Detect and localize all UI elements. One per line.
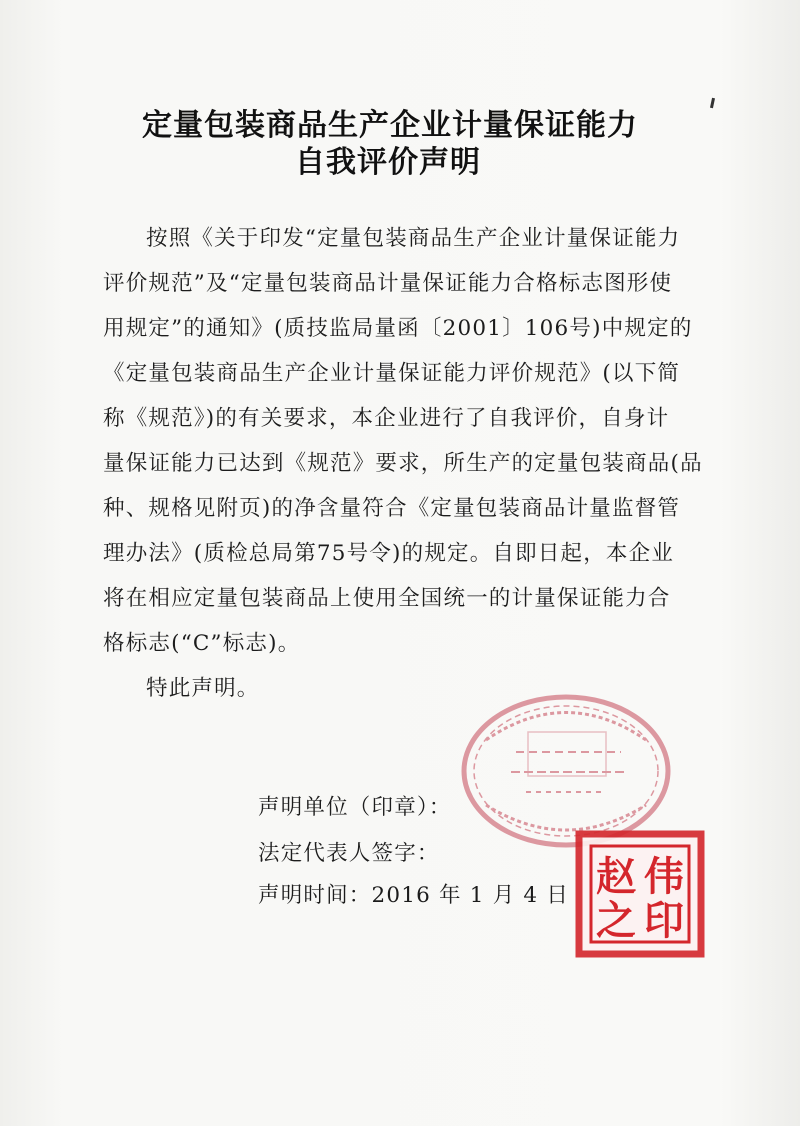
- document-title-line1: 定量包装商品生产企业计量保证能力: [142, 108, 638, 143]
- company-seal: [456, 690, 676, 852]
- declaring-unit-label: 声明单位（印章）：: [258, 795, 452, 820]
- body-line: 用规定”的通知》(质技监局量函〔2001〕106号)中规定的: [103, 316, 693, 341]
- svg-text:之: 之: [596, 898, 636, 944]
- body-line: 评价规范”及“定量包装商品计量保证能力合格标志图形使: [103, 271, 673, 296]
- declaration-date: 声明时间：2016 年 1 月 4 日: [258, 883, 570, 908]
- body-line: 称《规范》)的有关要求，本企业进行了自我评价，自身计: [103, 406, 670, 431]
- legal-representative-label: 法定代表人签字：: [258, 841, 440, 866]
- personal-seal-icon: [575, 830, 705, 958]
- document-title-line2: 自我评价声明: [295, 145, 481, 180]
- svg-text:赵: 赵: [596, 854, 636, 900]
- svg-text:印: 印: [644, 898, 684, 944]
- body-line: 按照《关于印发“定量包装商品生产企业计量保证能力: [146, 226, 681, 251]
- body-line: 理办法》(质检总局第75号令)的规定。自即日起，本企业: [103, 541, 675, 566]
- body-line: 《定量包装商品生产企业计量保证能力评价规范》(以下简: [103, 361, 681, 386]
- svg-text:伟: 伟: [644, 854, 684, 900]
- body-line: 种、规格见附页)的净含量符合《定量包装商品计量监督管: [103, 496, 681, 521]
- body-line: 将在相应定量包装商品上使用全国统一的计量保证能力合: [103, 586, 671, 611]
- body-line: 格标志(“C”标志)。: [103, 631, 301, 656]
- body-line: 量保证能力已达到《规范》要求，所生产的定量包装商品(品: [103, 451, 703, 476]
- closing-statement: 特此声明。: [146, 676, 260, 701]
